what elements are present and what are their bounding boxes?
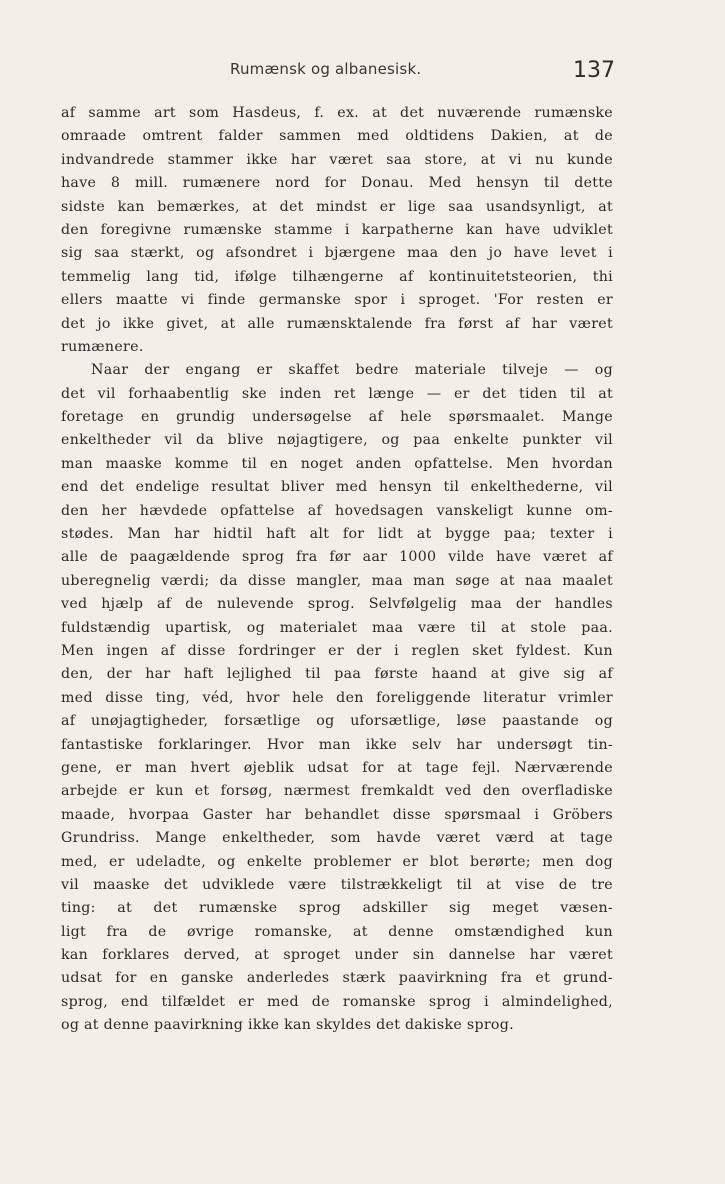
body-text — [61, 102, 613, 1038]
text-line: arbejde er kun et forsøg, nærmest fremkaldt ved den overfladiske — [61, 783, 613, 800]
text-line: vil maaske det udviklede være tilstrækkeligt til at vise de tre — [61, 876, 613, 893]
text-line: den her hævdede opfattelse af hovedsagen vanskeligt kunne om- — [61, 502, 613, 519]
text-line: temmelig lang tid, ifølge tilhængerne af kontinuitetsteorien, thi — [61, 268, 613, 285]
text-line: rumænere. — [61, 338, 144, 355]
text-line: kan forklares derved, at sproget under sin dannelse har været — [61, 947, 613, 964]
text-line: af samme art som Hasdeus, f. ex. at det nuværende rumænske — [61, 105, 613, 121]
text-line: sig saa stærkt, og afsondret i bjærgene maa den jo have levet i — [61, 245, 613, 262]
text-line: have 8 mill. rumænere nord for Donau. Med hensyn til dette — [61, 175, 613, 192]
text-line: af unøjagtigheder, forsætlige og uforsætlige, løse paastande og — [61, 713, 613, 730]
page-number: 137 — [573, 58, 615, 83]
text-line: sidste kan bemærkes, at det mindst er lige saa usandsynligt, at — [61, 198, 613, 215]
text-line: man maaske komme til en noget anden opfattelse. Men hvordan — [61, 455, 613, 472]
text-line: ved hjælp af de nulevende sprog. Selvfølgelig maa der handles — [61, 596, 613, 613]
text-line: sprog, end tilfældet er med de romanske sprog i almindelighed, — [61, 993, 613, 1010]
text-line: fantastiske forklaringer. Hvor man ikke selv har undersøgt tin- — [61, 736, 613, 753]
text-line: omraade omtrent falder sammen med oldtidens Dakien, at de — [61, 128, 613, 145]
text-line: stødes. Man har hidtil haft alt for lidt at bygge paa; texter i — [61, 526, 613, 543]
text-line: den foregivne rumænske stamme i karpatherne kan have udviklet — [61, 221, 613, 238]
text-line: Grundriss. Mange enkeltheder, som havde været værd at tage — [61, 830, 613, 847]
running-title: Rumænsk og albanesisk. — [230, 60, 422, 78]
text-line: og at denne paavirkning ikke kan skyldes det dakiske sprog. — [61, 1017, 514, 1034]
paragraph-start-line: Naar der engang er skaffet bedre materiale tilveje — og — [91, 362, 613, 379]
text-line: det vil forhaabentlig ske inden ret længe — er det tiden til at — [61, 385, 613, 402]
text-line: end det endelige resultat bliver med hensyn til enkelthederne, vil — [61, 479, 613, 496]
text-line: alle de paagældende sprog fra før aar 1000 vilde have været af — [61, 549, 613, 566]
text-line: den, der har haft lejlighed til paa første haand at give sig af — [61, 666, 613, 683]
text-line: foretage en grundig undersøgelse af hele spørsmaalet. Mange — [61, 409, 613, 426]
text-line: med, er udeladte, og enkelte problemer er blot berørte; men dog — [61, 853, 613, 870]
text-line: uberegnelig værdi; da disse mangler, maa man søge at naa maalet — [61, 572, 613, 589]
text-line: fuldstændig upartisk, og materialet maa være til at stole paa. — [61, 619, 613, 636]
text-line: ellers maatte vi finde germanske spor i sproget. 'For resten er — [61, 292, 613, 309]
text-line: ting: at det rumænske sprog adskiller sig meget væsen- — [61, 900, 613, 917]
text-line: enkeltheder vil da blive nøjagtigere, og paa enkelte punkter vil — [61, 432, 613, 449]
text-line: ligt fra de øvrige romanske, at denne omstændighed kun — [61, 923, 613, 940]
text-line: Men ingen af disse fordringer er der i reglen sket fyldest. Kun — [61, 642, 613, 659]
text-line: indvandrede stammer ikke har været saa store, at vi nu kunde — [61, 151, 613, 168]
text-line: gene, er man hvert øjeblik udsat for at tage fejl. Nærværende — [61, 759, 613, 776]
text-line: maade, hvorpaa Gaster har behandlet disse spørsmaal i Gröbers — [61, 806, 613, 823]
text-line: udsat for en ganske anderledes stærk paavirkning fra et grund- — [61, 970, 613, 987]
running-head — [0, 58, 725, 88]
text-line: med disse ting, véd, hvor hele den foreliggende literatur vrimler — [61, 689, 613, 706]
text-line: det jo ikke givet, at alle rumænsktalende fra først af har været — [61, 315, 613, 332]
